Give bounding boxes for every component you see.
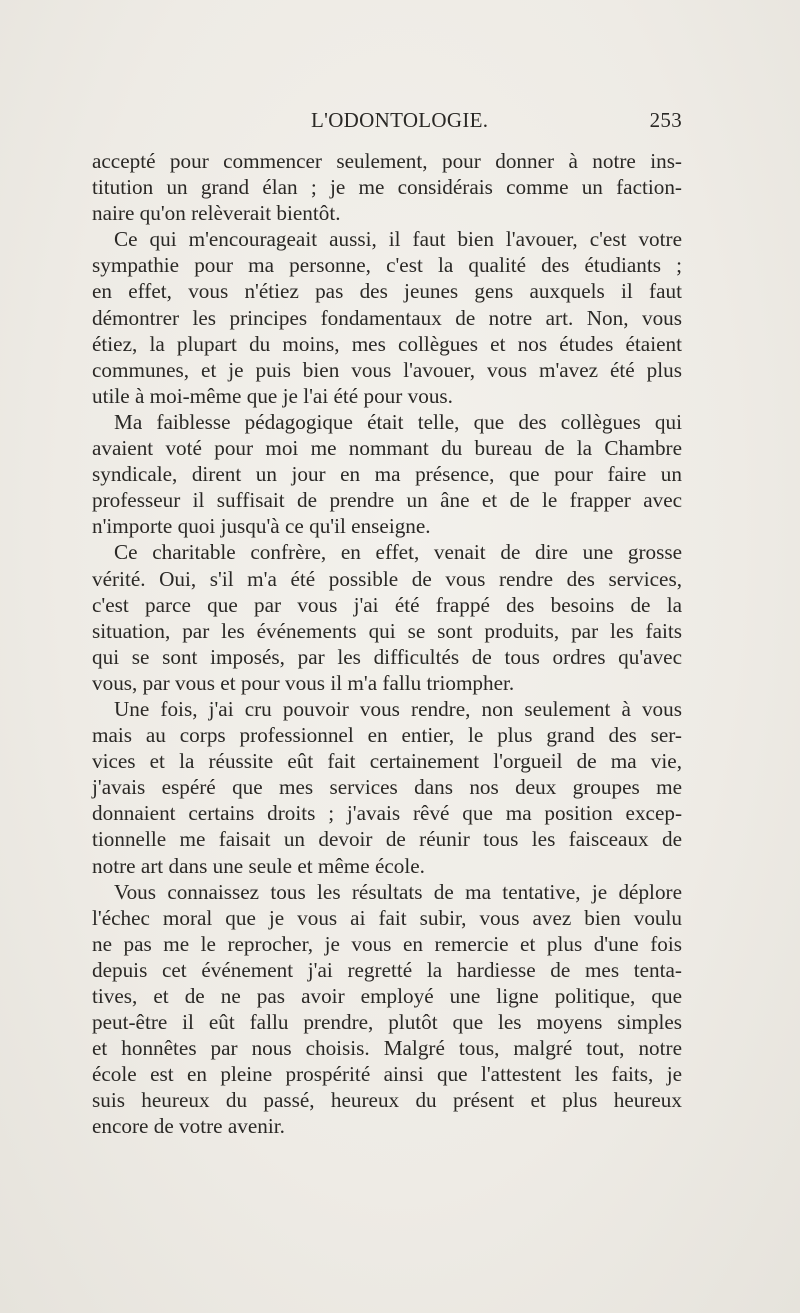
text-line: Ma faiblesse pédagogique était telle, que des collègues qui <box>114 409 682 434</box>
text-line: l'échec moral que je vous ai fait subir, vous avez bien voulu <box>92 905 682 930</box>
text-line: et honnêtes par nous choisis. Malgré tous, malgré tout, notre <box>92 1036 682 1061</box>
page-header <box>92 108 682 136</box>
text-line: qui se sont imposés, par les difficultés de tous ordres qu'avec <box>92 644 682 669</box>
running-head: L'ODONTOLOGIE. <box>311 108 489 132</box>
text-line: peut-être il eût fallu prendre, plutôt que les moyens simples <box>92 1010 682 1035</box>
text-line: situation, par les événements qui se sont produits, par les faits <box>92 618 682 643</box>
text-line: tives, et de ne pas avoir employé une ligne politique, que <box>92 984 682 1008</box>
text-line: Vous connaissez tous les résultats de ma tentative, je déplore <box>114 879 682 904</box>
text-line: vérité. Oui, s'il m'a été possible de vous rendre des services, <box>92 566 682 591</box>
text-line: étiez, la plupart du moins, mes collègues et nos études étaient <box>92 331 682 356</box>
text-line: Ce charitable confrère, en effet, venait de dire une grosse <box>114 540 682 565</box>
paragraph <box>92 148 682 226</box>
text-line: n'importe quoi jusqu'à ce qu'il enseigne. <box>92 514 431 539</box>
text-line: en effet, vous n'étiez pas des jeunes gens auxquels il faut <box>92 279 682 304</box>
text-line: c'est parce que par vous j'ai été frappé des besoins de la <box>92 592 682 617</box>
text-line: mais au corps professionnel en entier, le plus grand des ser- <box>92 723 682 748</box>
paragraph <box>92 539 682 696</box>
text-line: utile à moi-même que je l'ai été pour vous. <box>92 383 453 408</box>
page-number: 253 <box>649 108 682 132</box>
text-line: depuis cet événement j'ai regretté la hardiesse de mes tenta- <box>92 957 682 982</box>
text-line: naire qu'on relèverait bientôt. <box>92 201 341 226</box>
text-line: tionnelle me faisait un devoir de réunir tous les faisceaux de <box>92 827 682 852</box>
text-line: donnaient certains droits ; j'avais rêvé que ma position excep- <box>92 801 682 826</box>
text-line: ne pas me le reprocher, je vous en remercie et plus d'une fois <box>92 931 682 956</box>
text-line: Une fois, j'ai cru pouvoir vous rendre, non seulement à vous <box>114 696 682 721</box>
text-line: démontrer les principes fondamentaux de notre art. Non, vous <box>92 305 682 330</box>
text-line: vous, par vous et pour vous il m'a fallu triompher. <box>92 670 515 695</box>
text-line: j'avais espéré que mes services dans nos deux groupes me <box>92 775 682 800</box>
paragraph <box>92 696 682 879</box>
text-line: professeur il suffisait de prendre un âne et de le frapper avec <box>92 488 682 513</box>
paragraph <box>92 226 682 409</box>
text-line: syndicale, dirent un jour en ma présence, que pour faire un <box>92 462 682 487</box>
text-line: titution un grand élan ; je me considérais comme un faction- <box>92 175 682 200</box>
text-line: sympathie pour ma personne, c'est la qualité des étudiants ; <box>92 253 682 278</box>
text-line: Ce qui m'encourageait aussi, il faut bien l'avouer, c'est votre <box>114 227 682 252</box>
text-line: avaient voté pour moi me nommant du bureau de la Chambre <box>92 436 682 461</box>
text-line: école est en pleine prospérité ainsi que l'attestent les faits, je <box>92 1062 682 1087</box>
text-line: communes, et je puis bien vous l'avouer, vous m'avez été plus <box>92 357 682 382</box>
text-line: accepté pour commencer seulement, pour donner à notre ins- <box>92 149 682 173</box>
text-line: vices et la réussite eût fait certainement l'orgueil de ma vie, <box>92 749 682 774</box>
text-line: suis heureux du passé, heureux du présent et plus heureux <box>92 1088 682 1113</box>
body-text <box>92 148 682 1140</box>
text-line: notre art dans une seule et même école. <box>92 853 425 878</box>
text-line: encore de votre avenir. <box>92 1114 285 1139</box>
paragraph <box>92 879 682 1140</box>
paragraph <box>92 409 682 539</box>
